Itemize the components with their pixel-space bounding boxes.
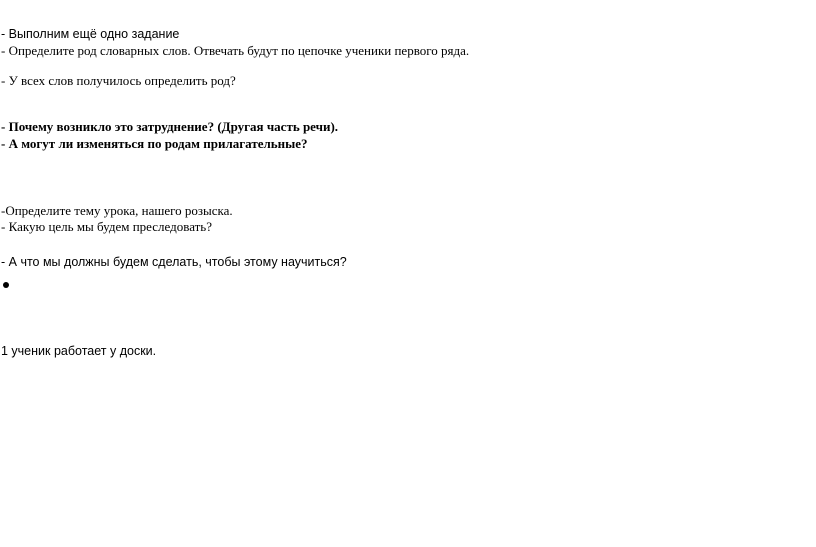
text-line-5: - А могут ли изменяться по родам прилагательные? <box>1 136 308 151</box>
text-line-4: - Почему возникло это затруднение? (Другая часть речи). <box>1 119 339 134</box>
text-line-6: -Определите тему урока, нашего розыска. <box>1 203 233 218</box>
text-line-1: - Выполним ещё одно задание <box>1 27 180 41</box>
bullet-icon <box>3 282 9 288</box>
text-line-8: - А что мы должны будем сделать, чтобы этому научиться? <box>1 255 347 269</box>
text-line-2: - Определите род словарных слов. Отвечать будут по цепочке ученики первого ряда. <box>1 43 470 58</box>
text-line-3: - У всех слов получилось определить род? <box>1 73 236 88</box>
text-line-9: 1 ученик работает у доски. <box>1 344 157 358</box>
text-line-7: - Какую цель мы будем преследовать? <box>1 219 213 234</box>
